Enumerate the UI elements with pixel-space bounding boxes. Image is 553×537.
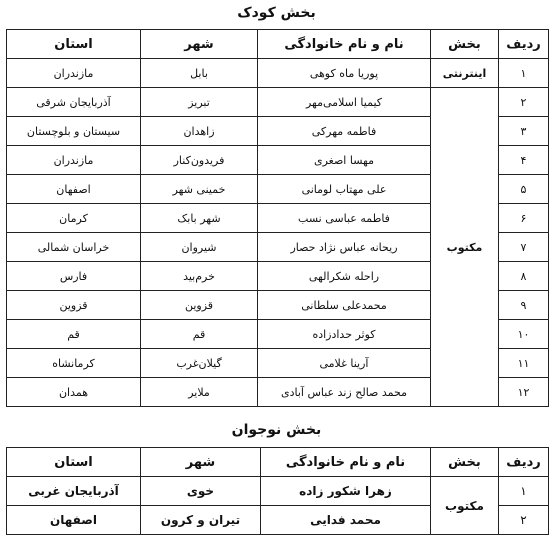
participant-province: آذربایجان غربی	[7, 477, 141, 506]
participant-province: خراسان شمالی	[7, 233, 141, 262]
teen-table-body	[7, 477, 549, 535]
row-number: ۵	[499, 175, 549, 204]
participant-province: آذربایجان شرقی	[7, 88, 141, 117]
participant-name: محمد فدایی	[261, 506, 431, 535]
row-number: ۱	[499, 477, 549, 506]
participant-name: پوریا ماه کوهی	[258, 59, 431, 88]
participant-city: قزوین	[141, 291, 258, 320]
participant-name: محمد صالح زند عباس آبادی	[258, 378, 431, 407]
participant-name: زهرا شکور زاده	[261, 477, 431, 506]
table-row	[7, 477, 549, 506]
header-province: استان	[7, 448, 141, 477]
participant-name: فاطمه مهرکی	[258, 117, 431, 146]
row-number: ۶	[499, 204, 549, 233]
participant-city: خرم‌بید	[141, 262, 258, 291]
participant-city: خوی	[141, 477, 261, 506]
section-written: مکتوب	[431, 477, 499, 535]
participant-province: اصفهان	[7, 506, 141, 535]
participant-province: فارس	[7, 262, 141, 291]
participant-city: قم	[141, 320, 258, 349]
header-row-number: ردیف	[499, 30, 549, 59]
participant-name: کیمیا اسلامی‌مهر	[258, 88, 431, 117]
header-section: بخش	[431, 30, 499, 59]
participant-city: گیلان‌غرب	[141, 349, 258, 378]
row-number: ۱۲	[499, 378, 549, 407]
row-number: ۲	[499, 88, 549, 117]
row-number: ۱۰	[499, 320, 549, 349]
participant-city: زاهدان	[141, 117, 258, 146]
participant-province: مازندران	[7, 59, 141, 88]
table-row	[7, 59, 549, 88]
child-table-body	[7, 59, 549, 407]
header-row-number: ردیف	[499, 448, 549, 477]
participant-province: کرمانشاه	[7, 349, 141, 378]
row-number: ۹	[499, 291, 549, 320]
header-province: استان	[7, 30, 141, 59]
participant-city: خمینی شهر	[141, 175, 258, 204]
row-number: ۲	[499, 506, 549, 535]
participant-city: شهر بابک	[141, 204, 258, 233]
header-name: نام و نام خانوادگی	[258, 30, 431, 59]
row-number: ۳	[499, 117, 549, 146]
participant-province: کرمان	[7, 204, 141, 233]
table-header-row	[7, 30, 549, 59]
row-number: ۸	[499, 262, 549, 291]
row-number: ۷	[499, 233, 549, 262]
participant-name: محمدعلی سلطانی	[258, 291, 431, 320]
participant-province: اصفهان	[7, 175, 141, 204]
header-city: شهر	[141, 448, 261, 477]
participant-province: قزوین	[7, 291, 141, 320]
participant-city: بابل	[141, 59, 258, 88]
header-section: بخش	[431, 448, 499, 477]
row-number: ۱۱	[499, 349, 549, 378]
participant-province: قم	[7, 320, 141, 349]
header-city: شهر	[141, 30, 258, 59]
section-online: اینترنتی	[431, 59, 499, 88]
row-number: ۱	[499, 59, 549, 88]
participant-province: همدان	[7, 378, 141, 407]
teen-winners-table	[6, 447, 549, 535]
section-written: مکتوب	[431, 88, 499, 407]
participant-name: مهسا اصغری	[258, 146, 431, 175]
child-section-title: بخش کودک	[237, 5, 316, 21]
participant-name: ریحانه عباس نژاد حصار	[258, 233, 431, 262]
participant-name: آرینا غلامی	[258, 349, 431, 378]
participant-city: تبریز	[141, 88, 258, 117]
participant-city: فریدون‌کنار	[141, 146, 258, 175]
participant-name: فاطمه عباسی نسب	[258, 204, 431, 233]
participant-province: مازندران	[7, 146, 141, 175]
header-name: نام و نام خانوادگی	[261, 448, 431, 477]
table-header-row	[7, 448, 549, 477]
participant-city: تیران و کرون	[141, 506, 261, 535]
participant-city: ملایر	[141, 378, 258, 407]
participant-name: راحله شکرالهی	[258, 262, 431, 291]
row-number: ۴	[499, 146, 549, 175]
participant-province: سیستان و بلوچستان	[7, 117, 141, 146]
participant-name: علی مهتاب لومانی	[258, 175, 431, 204]
participant-city: شیروان	[141, 233, 258, 262]
table-row	[7, 88, 549, 117]
participant-name: کوثر حدادزاده	[258, 320, 431, 349]
child-winners-table	[6, 29, 549, 407]
teen-section-title: بخش نوجوان	[231, 422, 322, 438]
